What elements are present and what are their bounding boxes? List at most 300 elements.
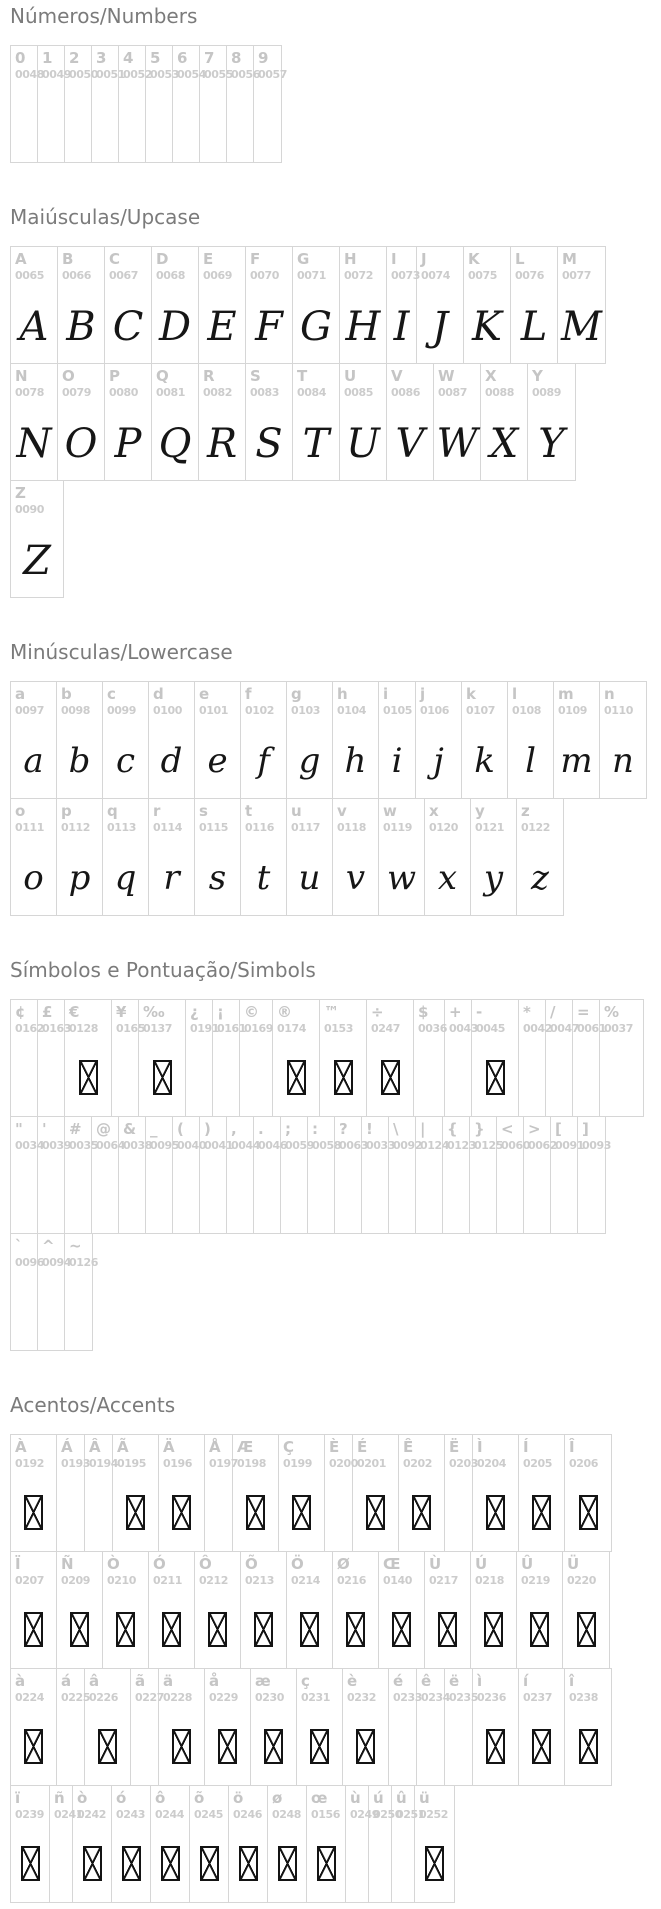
char-cell-0210 [103, 1552, 149, 1668]
char-cell-0117 [287, 799, 333, 915]
missing-glyph-box [297, 1729, 342, 1767]
tofu-icon [122, 1846, 141, 1881]
char-label: ` [15, 1237, 23, 1255]
char-cell-0114 [149, 799, 195, 915]
lowercase-grid [10, 681, 647, 916]
char-label: Ã [117, 1438, 129, 1456]
char-cell-0043 [445, 1000, 479, 1116]
char-code: 0229 [209, 1691, 239, 1704]
missing-glyph-box [471, 1612, 516, 1650]
char-cell-0247 [367, 1000, 414, 1116]
char-code: 0234 [421, 1691, 451, 1704]
char-code: 0037 [604, 1022, 634, 1035]
missing-glyph-box [353, 1495, 398, 1533]
char-label: / [550, 1003, 556, 1021]
char-cell-0061 [573, 1000, 607, 1116]
char-cell-0212 [195, 1552, 241, 1668]
tofu-icon [579, 1495, 598, 1530]
char-cell-0229 [205, 1669, 251, 1785]
char-row [10, 999, 644, 1117]
char-label: { [447, 1120, 458, 1138]
tofu-icon [246, 1495, 265, 1530]
char-cell-0198 [233, 1435, 279, 1551]
font-character-map-page [0, 4, 661, 1909]
char-label: ñ [54, 1789, 65, 1807]
char-code: 0060 [501, 1139, 531, 1152]
missing-glyph-box [472, 1060, 518, 1098]
missing-glyph-box [73, 1846, 111, 1884]
char-label: Q [156, 367, 169, 385]
char-label: Ø [337, 1555, 350, 1573]
char-code: 0243 [116, 1808, 146, 1821]
char-code: 0042 [523, 1022, 553, 1035]
char-label: ™ [324, 1003, 339, 1021]
char-cell-0251 [392, 1786, 426, 1902]
char-label: % [604, 1003, 620, 1021]
char-label: ? [339, 1120, 348, 1138]
tofu-icon [292, 1495, 311, 1530]
char-label: v [337, 802, 347, 820]
char-cell-0099 [103, 682, 149, 798]
char-cell-0162 [11, 1000, 45, 1116]
char-cell-0105 [379, 682, 416, 798]
char-label: Ú [475, 1555, 488, 1573]
char-cell-0074 [417, 247, 464, 363]
char-cell-0110 [600, 682, 646, 798]
char-cell-0096 [11, 1234, 45, 1350]
char-code: 0035 [69, 1139, 99, 1152]
char-label: Ñ [61, 1555, 74, 1573]
char-row [10, 480, 64, 598]
char-code: 0236 [477, 1691, 507, 1704]
char-label: ] [582, 1120, 589, 1138]
char-label: q [107, 802, 118, 820]
char-label: Ï [15, 1555, 21, 1573]
char-label: û [396, 1789, 407, 1807]
char-label: ü [419, 1789, 430, 1807]
char-code: 0056 [231, 68, 261, 81]
glyph-preview: b [68, 741, 91, 781]
char-code: 0043 [449, 1022, 479, 1035]
char-cell-0249 [346, 1786, 380, 1902]
char-cell-0140 [379, 1552, 425, 1668]
char-label: U [344, 367, 357, 385]
char-row [10, 798, 564, 916]
char-code: 0058 [312, 1139, 342, 1152]
char-cell-0044 [227, 1117, 261, 1233]
char-cell-0209 [57, 1552, 103, 1668]
char-cell-0112 [57, 799, 103, 915]
tofu-icon [70, 1612, 89, 1647]
char-cell-0191 [186, 1000, 220, 1116]
char-code: 0206 [569, 1457, 599, 1470]
char-label: k [466, 685, 476, 703]
char-cell-0056 [227, 46, 261, 162]
glyph-preview: S [255, 421, 283, 467]
char-code: 0081 [156, 386, 186, 399]
char-label: ã [135, 1672, 146, 1690]
char-cell-0124 [416, 1117, 450, 1233]
char-cell-0075 [464, 247, 511, 363]
char-code: 0084 [297, 386, 327, 399]
char-label: S [250, 367, 261, 385]
missing-glyph-box [563, 1612, 609, 1650]
char-code: 0192 [15, 1457, 45, 1470]
char-cell-0113 [103, 799, 149, 915]
char-row [10, 1116, 612, 1234]
char-code: 0050 [69, 68, 99, 81]
char-cell-0233 [389, 1669, 423, 1785]
glyph-preview: N [16, 421, 52, 467]
char-code: 0140 [383, 1574, 413, 1587]
char-cell-0034 [11, 1117, 45, 1233]
char-label: \ [393, 1120, 399, 1138]
char-label: 2 [69, 49, 80, 67]
section-title-lowercase: Minúsculas/Lowercase [10, 640, 233, 664]
char-code: 0106 [420, 704, 450, 717]
char-cell-0236 [473, 1669, 519, 1785]
char-code: 0125 [474, 1139, 504, 1152]
tofu-icon [116, 1612, 135, 1647]
char-code: 0228 [163, 1691, 193, 1704]
glyph-preview: L [520, 304, 548, 350]
char-label: ~ [69, 1237, 82, 1255]
char-label: & [123, 1120, 137, 1138]
char-code: 0049 [42, 68, 72, 81]
char-code: 0218 [475, 1574, 505, 1587]
char-code: 0118 [337, 821, 367, 834]
char-label: 5 [150, 49, 161, 67]
char-label: À [15, 1438, 27, 1456]
char-cell-0242 [73, 1786, 112, 1902]
char-cell-0207 [11, 1552, 57, 1668]
tofu-icon [24, 1612, 43, 1647]
glyph-preview: q [114, 858, 137, 898]
char-code: 0038 [123, 1139, 153, 1152]
char-cell-0095 [146, 1117, 180, 1233]
char-label: : [312, 1120, 318, 1138]
char-label: l [512, 685, 518, 703]
glyph-preview: w [386, 858, 417, 898]
char-label: b [61, 685, 72, 703]
char-cell-0121 [471, 799, 517, 915]
char-cell-0169 [240, 1000, 273, 1116]
section-symbols [10, 958, 661, 1351]
tofu-icon [310, 1729, 329, 1764]
char-code: 0114 [153, 821, 183, 834]
char-cell-0193 [57, 1435, 91, 1551]
glyph-preview: a [23, 741, 44, 781]
char-label: ¢ [15, 1003, 26, 1021]
char-code: 0230 [255, 1691, 285, 1704]
char-cell-0054 [173, 46, 207, 162]
missing-glyph-box [367, 1060, 413, 1098]
char-code: 0076 [515, 269, 545, 282]
char-code: 0107 [466, 704, 496, 717]
char-cell-0203 [445, 1435, 479, 1551]
char-label: Z [15, 484, 26, 502]
char-code: 0225 [61, 1691, 91, 1704]
char-code: 0239 [15, 1808, 45, 1821]
char-cell-0035 [65, 1117, 99, 1233]
char-cell-0042 [519, 1000, 553, 1116]
char-code: 0099 [107, 704, 137, 717]
char-code: 0198 [237, 1457, 267, 1470]
char-cell-0128 [65, 1000, 112, 1116]
char-cell-0228 [159, 1669, 205, 1785]
char-cell-0195 [113, 1435, 159, 1551]
char-cell-0123 [443, 1117, 477, 1233]
char-cell-0153 [320, 1000, 367, 1116]
char-row [10, 45, 288, 163]
char-code: 0116 [245, 821, 275, 834]
missing-glyph-box [517, 1612, 562, 1650]
char-code: 0207 [15, 1574, 45, 1587]
glyph-preview: D [158, 304, 192, 350]
tofu-icon [208, 1612, 227, 1647]
section-uppercase [10, 205, 661, 598]
tofu-icon [200, 1846, 219, 1881]
char-cell-0161 [213, 1000, 247, 1116]
char-cell-0080 [105, 364, 152, 480]
char-code: 0214 [291, 1574, 321, 1587]
char-label: ê [421, 1672, 432, 1690]
char-code: 0213 [245, 1574, 275, 1587]
char-code: 0251 [396, 1808, 426, 1821]
char-label: y [475, 802, 485, 820]
char-label: â [89, 1672, 100, 1690]
char-cell-0230 [251, 1669, 297, 1785]
char-code: 0211 [153, 1574, 183, 1587]
char-cell-0225 [57, 1669, 91, 1785]
char-cell-0213 [241, 1552, 287, 1668]
char-cell-0107 [462, 682, 508, 798]
char-code: 0203 [449, 1457, 479, 1470]
char-label: t [245, 802, 253, 820]
section-title-numbers: Números/Numbers [10, 4, 198, 28]
missing-glyph-box [195, 1612, 240, 1650]
missing-glyph-box [229, 1846, 267, 1884]
char-code: 0064 [96, 1139, 126, 1152]
char-code: 0104 [337, 704, 367, 717]
tofu-icon [287, 1060, 306, 1095]
char-label: o [15, 802, 26, 820]
char-label: ò [77, 1789, 88, 1807]
char-label: d [153, 685, 164, 703]
char-code: 0231 [301, 1691, 331, 1704]
char-label: P [109, 367, 120, 385]
glyph-preview: I [393, 304, 410, 350]
glyph-preview: j [433, 741, 444, 781]
char-cell-0050 [65, 46, 99, 162]
glyph-preview: G [300, 304, 332, 350]
char-cell-0246 [229, 1786, 268, 1902]
glyph-preview: J [431, 304, 449, 350]
char-row [10, 1551, 610, 1669]
char-label: N [15, 367, 28, 385]
char-label: O [62, 367, 75, 385]
char-cell-0046 [254, 1117, 288, 1233]
char-cell-0078 [11, 364, 58, 480]
char-label: 6 [177, 49, 188, 67]
char-code: 0156 [311, 1808, 341, 1821]
missing-glyph-box [159, 1729, 204, 1767]
glyph-preview: n [612, 741, 634, 781]
char-cell-0250 [369, 1786, 403, 1902]
tofu-icon [153, 1060, 172, 1095]
char-code: 0066 [62, 269, 92, 282]
char-row [10, 1785, 455, 1903]
char-cell-0060 [497, 1117, 531, 1233]
char-code: 0137 [143, 1022, 173, 1035]
tofu-icon [278, 1846, 297, 1881]
char-cell-0072 [340, 247, 387, 363]
char-cell-0202 [399, 1435, 445, 1551]
glyph-preview: p [68, 858, 91, 898]
char-cell-0234 [417, 1669, 451, 1785]
char-label: " [15, 1120, 23, 1138]
missing-glyph-box [112, 1846, 150, 1884]
glyph-preview: d [160, 741, 183, 781]
missing-glyph-box [333, 1612, 378, 1650]
char-code: 0122 [521, 821, 551, 834]
char-label: 4 [123, 49, 134, 67]
char-cell-0224 [11, 1669, 57, 1785]
char-code: 0163 [42, 1022, 72, 1035]
tofu-icon [172, 1729, 191, 1764]
char-code: 0232 [347, 1691, 377, 1704]
glyph-preview: X [489, 421, 519, 467]
char-code: 0126 [69, 1256, 99, 1269]
char-code: 0246 [233, 1808, 263, 1821]
char-cell-0241 [50, 1786, 84, 1902]
char-label: C [109, 250, 121, 268]
missing-glyph-box [251, 1729, 296, 1767]
char-cell-0045 [472, 1000, 519, 1116]
char-cell-0126 [65, 1234, 99, 1350]
char-cell-0085 [340, 364, 387, 480]
missing-glyph-box [307, 1846, 345, 1884]
char-label: Ì [477, 1438, 483, 1456]
missing-glyph-box [399, 1495, 444, 1533]
char-code: 0108 [512, 704, 542, 717]
missing-glyph-box [205, 1729, 250, 1767]
char-code: 0061 [577, 1022, 607, 1035]
char-cell-0106 [416, 682, 462, 798]
char-label: H [344, 250, 357, 268]
missing-glyph-box [149, 1612, 194, 1650]
char-label: ÷ [371, 1003, 384, 1021]
char-cell-0227 [131, 1669, 165, 1785]
char-code: 0123 [447, 1139, 477, 1152]
char-cell-0219 [517, 1552, 563, 1668]
char-cell-0076 [511, 247, 558, 363]
char-cell-0062 [524, 1117, 558, 1233]
glyph-preview: M [561, 304, 602, 350]
tofu-icon [412, 1495, 431, 1530]
glyph-preview: z [531, 858, 549, 898]
numbers-grid [10, 45, 288, 163]
char-label: ì [477, 1672, 483, 1690]
char-code: 0235 [449, 1691, 479, 1704]
char-label: * [523, 1003, 531, 1021]
glyph-preview: u [298, 858, 321, 898]
char-label: Ù [429, 1555, 442, 1573]
char-label: ¥ [116, 1003, 127, 1021]
char-label: } [474, 1120, 485, 1138]
char-code: 0082 [203, 386, 233, 399]
char-cell-0115 [195, 799, 241, 915]
char-cell-0038 [119, 1117, 153, 1233]
char-code: 0044 [231, 1139, 261, 1152]
char-code: 0109 [558, 704, 588, 717]
char-label: è [347, 1672, 358, 1690]
glyph-preview: y [483, 858, 504, 898]
char-cell-0231 [297, 1669, 343, 1785]
char-code: 0249 [350, 1808, 380, 1821]
char-label: . [258, 1120, 264, 1138]
char-cell-0218 [471, 1552, 517, 1668]
char-cell-0102 [241, 682, 287, 798]
char-code: 0039 [42, 1139, 72, 1152]
char-cell-0093 [578, 1117, 612, 1233]
char-cell-0083 [246, 364, 293, 480]
glyph-preview: A [19, 304, 49, 350]
char-code: 0252 [419, 1808, 449, 1821]
missing-glyph-box [425, 1612, 470, 1650]
char-code: 0088 [485, 386, 515, 399]
char-code: 0105 [383, 704, 413, 717]
char-label: Œ [383, 1555, 401, 1573]
char-cell-0216 [333, 1552, 379, 1668]
char-cell-0101 [195, 682, 241, 798]
char-label: B [62, 250, 74, 268]
char-label: ô [155, 1789, 166, 1807]
char-label: n [604, 685, 615, 703]
char-code: 0244 [155, 1808, 185, 1821]
char-label: j [420, 685, 426, 703]
tofu-icon [24, 1729, 43, 1764]
char-label: È [329, 1438, 340, 1456]
char-code: 0161 [217, 1022, 247, 1035]
char-row [10, 1233, 99, 1351]
char-cell-0051 [92, 46, 126, 162]
char-label: ù [350, 1789, 361, 1807]
char-label: ! [366, 1120, 373, 1138]
char-label: © [244, 1003, 259, 1021]
char-label: Î [569, 1438, 575, 1456]
char-code: 0242 [77, 1808, 107, 1821]
char-cell-0092 [389, 1117, 423, 1233]
char-cell-0069 [199, 247, 246, 363]
tofu-icon [239, 1846, 258, 1881]
char-label: X [485, 367, 497, 385]
char-cell-0214 [287, 1552, 333, 1668]
char-label: F [250, 250, 261, 268]
char-cell-0100 [149, 682, 195, 798]
tofu-icon [577, 1612, 596, 1647]
char-code: 0247 [371, 1022, 401, 1035]
char-label: h [337, 685, 348, 703]
char-cell-0104 [333, 682, 379, 798]
char-label: _ [150, 1120, 158, 1138]
char-cell-0070 [246, 247, 293, 363]
char-label: < [501, 1120, 514, 1138]
tofu-icon [254, 1612, 273, 1647]
char-code: 0112 [61, 821, 91, 834]
char-code: 0055 [204, 68, 234, 81]
char-code: 0128 [69, 1022, 99, 1035]
